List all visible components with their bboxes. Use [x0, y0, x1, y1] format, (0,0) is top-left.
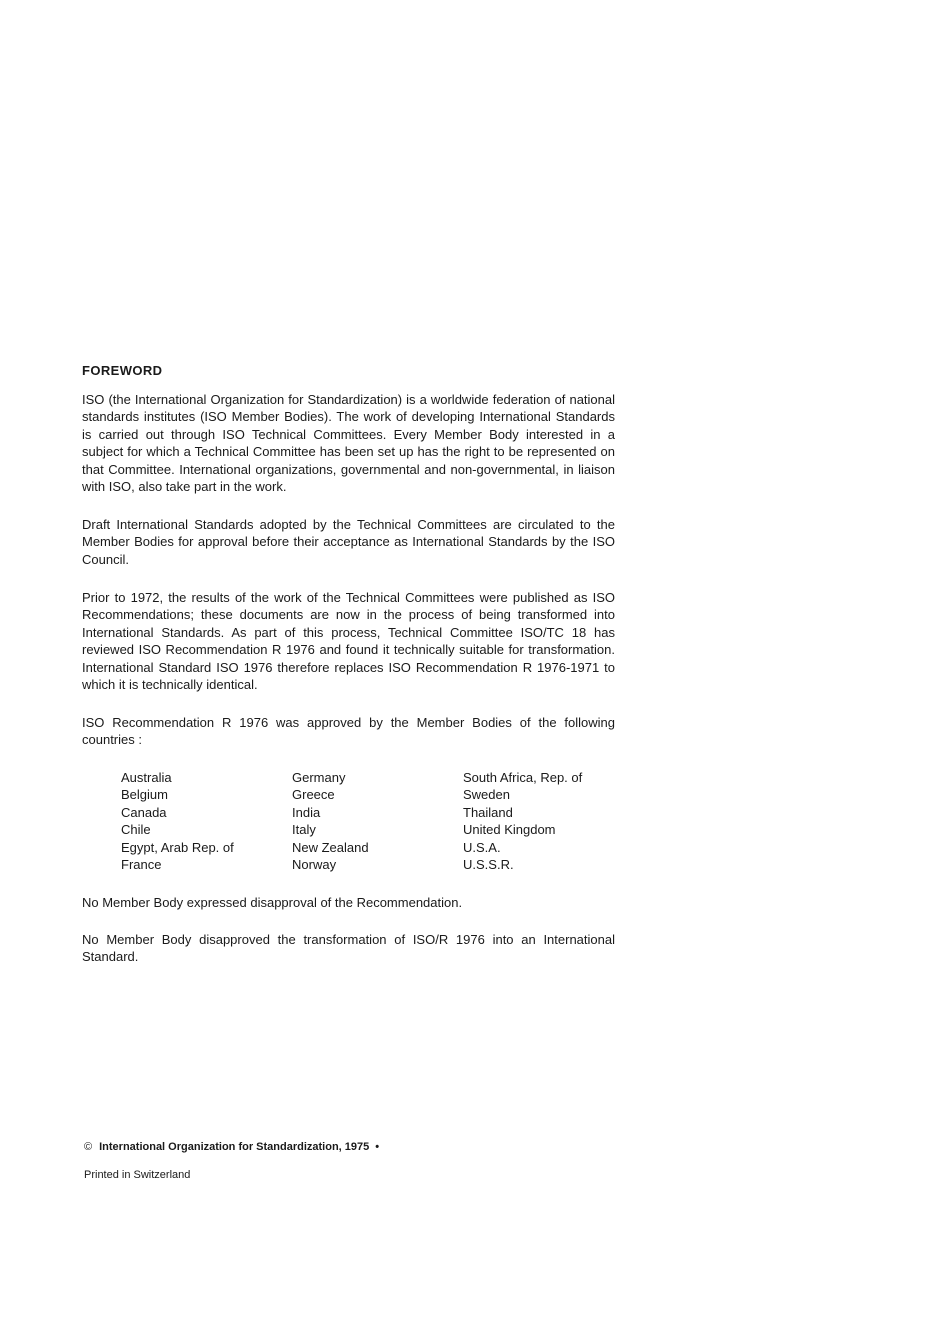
country-column-3	[463, 769, 582, 873]
country-item: Thailand	[463, 804, 513, 820]
paragraph-approval: ISO Recommendation R 1976 was approved by the Member Bodies of the following countries :	[82, 715, 615, 748]
copyright-text: International Organization for Standardization, 1975	[99, 1141, 370, 1153]
country-item: Greece	[292, 787, 335, 803]
country-item: Germany	[292, 770, 346, 785]
paragraph-draft-standards: Draft International Standards adopted by the Technical Committees are circulated to the Member Bodies for approval before their acceptance as International Standards by the ISO Council.	[82, 517, 615, 567]
country-item: Australia	[121, 770, 172, 785]
paragraph-no-disapproval: No Member Body expressed disapproval of the Recommendation.	[82, 895, 463, 910]
country-item: Chile	[121, 822, 151, 838]
paragraph-iso-intro: ISO (the International Organization for Standardization) is a worldwide federation of national standards institutes (ISO Member Bodies). The work of developing International Standards is carried out through ISO Technical Committees. Every Member Body interested in a subject for which a Technical Committee has been set up has the right to be represented on that Committee. International organizations, governmental and non-governmental, in liaison with ISO, also take part in the work.	[82, 392, 615, 495]
paragraph-transformation: No Member Body disapproved the transformation of ISO/R 1976 into an International Standard.	[82, 932, 615, 965]
country-item: Belgium	[121, 787, 168, 803]
country-item: U.S.A.	[463, 839, 501, 855]
country-item: New Zealand	[292, 839, 369, 855]
bullet-icon: •	[375, 1141, 380, 1153]
country-column-2	[292, 769, 369, 873]
country-column-1	[121, 769, 234, 873]
country-item: Sweden	[463, 787, 510, 803]
country-item: France	[121, 857, 162, 873]
copyright-icon: ©	[84, 1141, 93, 1153]
copyright-line	[84, 1141, 379, 1153]
country-item: Italy	[292, 822, 316, 838]
country-item: Norway	[292, 857, 337, 873]
country-item: Canada	[121, 804, 167, 820]
country-item: Egypt, Arab Rep. of	[121, 839, 234, 855]
country-item: United Kingdom	[463, 822, 556, 838]
country-item: U.S.S.R.	[463, 857, 514, 873]
paragraph-prior-1972: Prior to 1972, the results of the work of the Technical Committees were published as ISO Recommendations; these documents are now in the process of being transformed into International Standards. As part of this process, Technical Committee ISO/TC 18 has reviewed ISO Recommendation R 1976 and found it technically suitable for transformation. International Standard ISO 1976 therefore replaces ISO Recommendation R 1976-1971 to which it is technically identical.	[82, 590, 615, 693]
printed-in-line: Printed in Switzerland	[84, 1169, 191, 1181]
country-item: South Africa, Rep. of	[463, 770, 583, 785]
foreword-heading: FOREWORD	[82, 363, 163, 378]
country-item: India	[292, 804, 321, 820]
